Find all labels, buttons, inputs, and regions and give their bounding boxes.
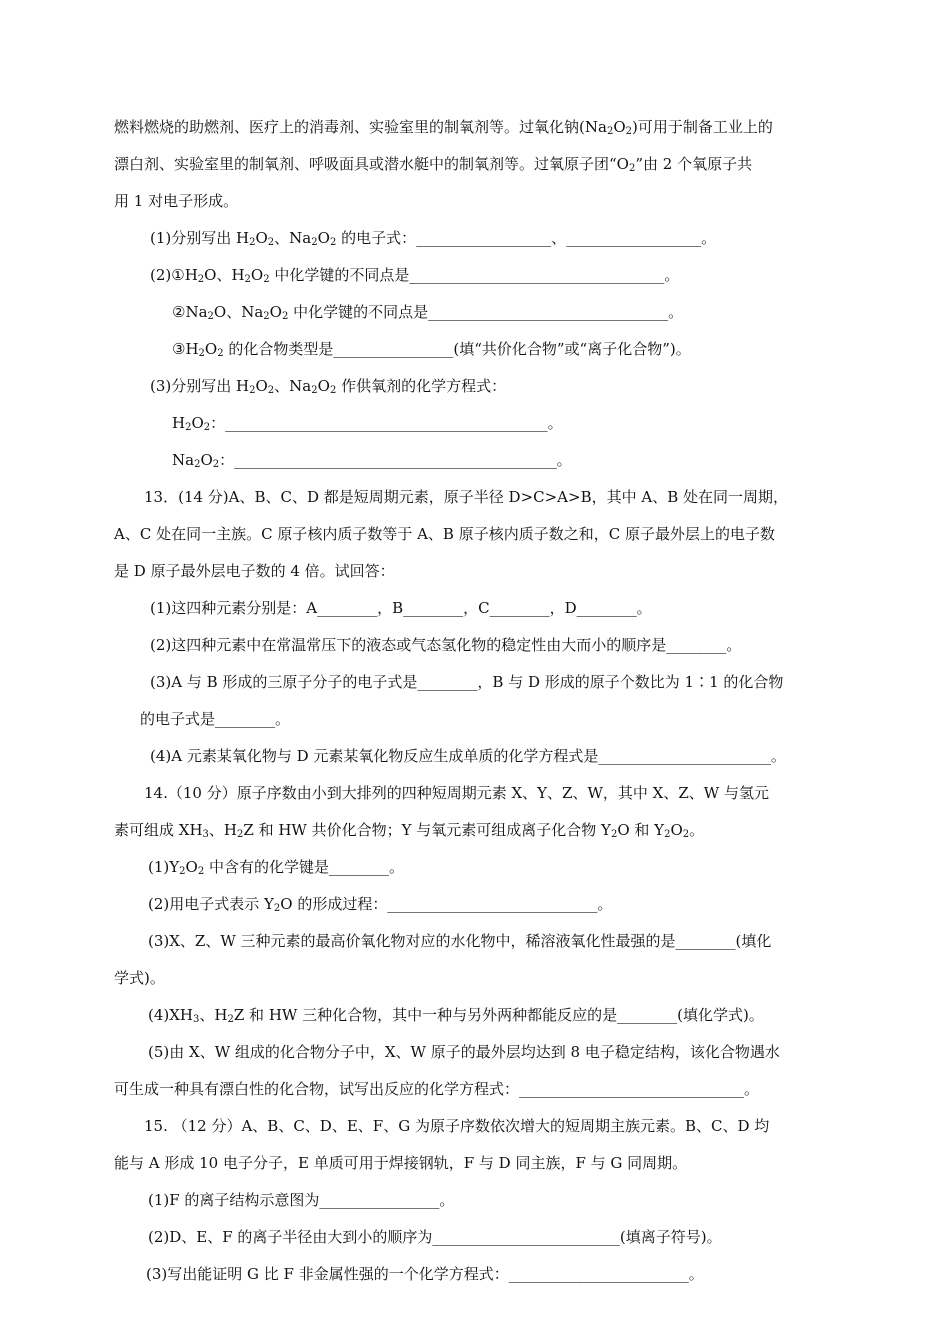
passage-line-3: 用 1 对电子形成。: [114, 192, 239, 210]
q14-part3-cont: 学式)。: [114, 969, 165, 987]
q14-part3: (3)X、Z、W 三种元素的最高价氧化物对应的水化物中，稀溶液氧化性最强的是________(填化: [148, 932, 772, 950]
q15-part2: (2)D、E、F 的离子半径由大到小的顺序为_________________________(填离子符号)。: [148, 1228, 722, 1246]
q13-stem-2: A、C 处在同一主族。C 原子核内质子数等于 A、B 原子核内质子数之和，C 原子最外层上的电子数: [114, 525, 775, 543]
q13-part2: (2)这四种元素中在常温常压下的液态或气态氢化物的稳定性由大而小的顺序是________。: [150, 636, 742, 654]
q14-stem-1: 14.（10 分）原子序数由小到大排列的四种短周期元素 X、Y、Z、W，其中 X、Z、W 与氢元: [144, 784, 769, 802]
passage-line-1: 燃料燃烧的助燃剂、医疗上的消毒剂、实验室里的制氧剂等。过氧化钠$(Na_2O_2)$可用于制备工业上的: [114, 118, 773, 137]
q13-part3: (3)A 与 B 形成的三原子分子的电子式是________，B 与 D 形成的原子个数比为 1∶1 的化合物: [150, 673, 784, 691]
q12-part3-h2o2: $H_2O_2$：___________________________________________。: [172, 414, 563, 433]
q12-part2-2: $②Na_2O$、$Na_2O_2$ 中化学键的不同点是________________________________。: [172, 303, 684, 322]
q14-part5-cont: 可生成一种具有漂白性的化合物，试写出反应的化学方程式：______________________________。: [114, 1080, 760, 1098]
q13-stem-1: 13．(14 分)A、B、C、D 都是短周期元素，原子半径 D>C>A>B，其中 A、B 处在同一周期，: [144, 488, 788, 506]
q12-part1: (1)分别写出 $H_2O_2$、$Na_2O_2$ 的电子式：__________________、__________________。: [150, 229, 717, 248]
q14-part2: (2)用电子式表示 $Y_2O$ 的形成过程：____________________________。: [148, 895, 613, 914]
q12-part3-na2o2: $Na_2O_2$：___________________________________________。: [172, 451, 572, 470]
passage-line-2: 漂白剂、实验室里的制氧剂、呼吸面具或潜水艇中的制氧剂等。过氧原子团“$O_2$”由 2 个氧原子共: [114, 155, 753, 174]
q12-part2-1: $(2)①H_2O$、$H_2O_2$ 中化学键的不同点是__________________________________。: [150, 266, 680, 285]
q12-part3: (3)分别写出 $H_2O_2$、$Na_2O_2$ 作供氧剂的化学方程式：: [150, 377, 507, 396]
q15-stem-2: 能与 A 形成 10 电子分子，E 单质可用于焊接钢轨，F 与 D 同主族，F 与 G 同周期。: [114, 1154, 688, 1172]
q13-part1: (1)这四种元素分别是：A________，B________，C________，D________。: [150, 599, 652, 617]
q13-part3-cont: 的电子式是________。: [140, 710, 291, 728]
q15-part1: (1)F 的离子结构示意图为________________。: [148, 1191, 455, 1209]
q15-stem-1: 15. （12 分）A、B、C、D、E、F、G 为原子序数依次增大的短周期主族元素。B、C、D 均: [144, 1117, 770, 1135]
q13-part4: (4)A 元素某氧化物与 D 元素某氧化物反应生成单质的化学方程式是_______________________。: [150, 747, 786, 765]
q14-part1: $(1)Y_2O_2$ 中含有的化学键是________。: [148, 858, 404, 877]
q14-stem-2: 素可组成 $XH_3$、$H_2Z$ 和 HW 共价化合物；Y 与氧元素可组成离子化合物 $Y_2O$ 和 $Y_2O_2$。: [114, 821, 705, 840]
q13-stem-3: 是 D 原子最外层电子数的 4 倍。试回答：: [114, 562, 395, 580]
q14-part4: $(4)XH_3$、$H_2Z$ 和 HW 三种化合物，其中一种与另外两种都能反应的是________(填化学式)。: [148, 1006, 764, 1025]
q14-part5: (5)由 X、W 组成的化合物分子中，X、W 原子的最外层均达到 8 电子稳定结构，该化合物遇水: [148, 1043, 780, 1061]
q15-part3: (3)写出能证明 G 比 F 非金属性强的一个化学方程式：________________________。: [146, 1265, 704, 1283]
q12-part2-3: $③H_2O_2$ 的化合物类型是________________(填“共价化合物”或“离子化合物”)。: [172, 340, 691, 359]
